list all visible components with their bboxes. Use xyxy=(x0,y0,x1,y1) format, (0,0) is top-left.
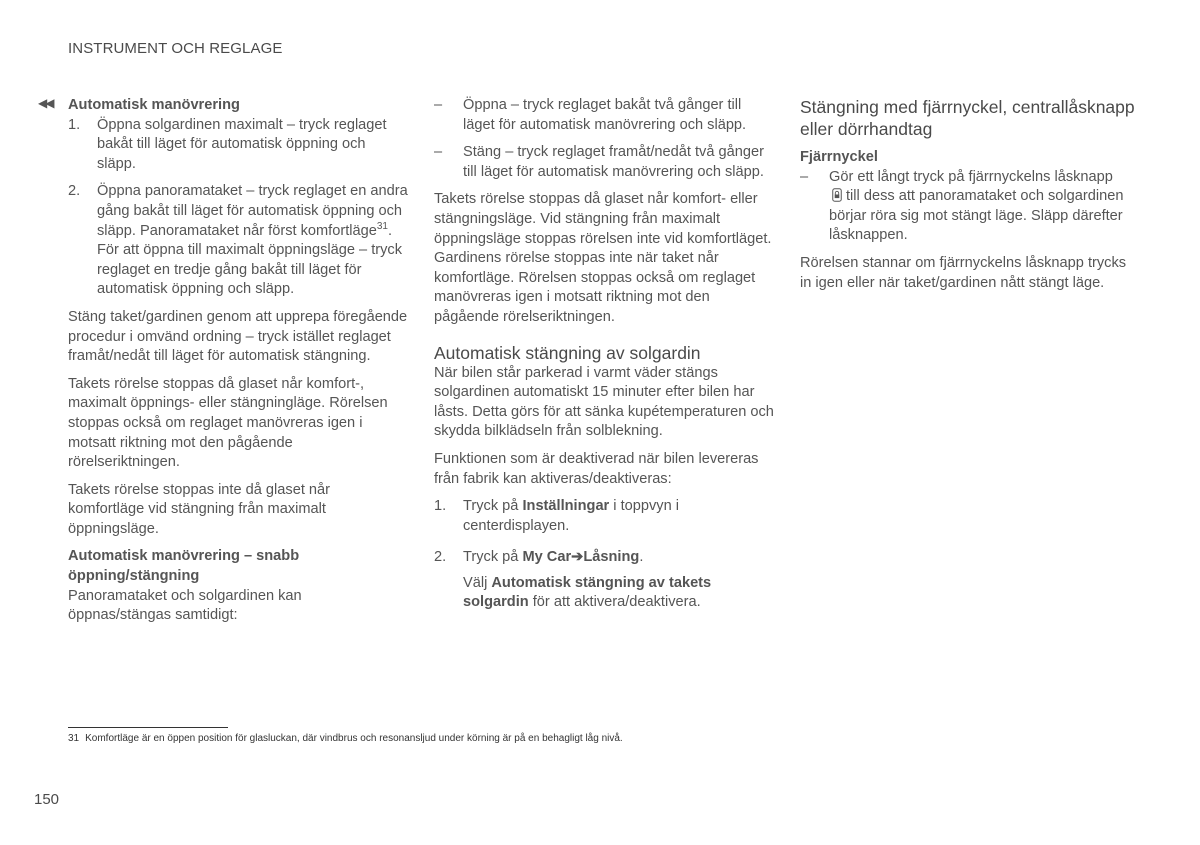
list-item xyxy=(68,116,408,175)
list-item-text xyxy=(829,168,1140,246)
list-item-text-part: Gör ett långt tryck på fjärrnyckelns låsknapp xyxy=(829,168,1113,185)
menu-locking: Låsning xyxy=(583,549,640,566)
footnote-divider xyxy=(68,727,228,728)
paragraph: Funktionen som är deaktiverad när bilen levereras från fabrik kan aktiveras/deaktiveras: xyxy=(434,450,759,487)
step-text-part: . xyxy=(639,549,644,566)
step-text xyxy=(97,182,408,300)
list-item xyxy=(434,143,774,182)
menu-settings: Inställningar xyxy=(522,498,610,515)
list-item-text: Stäng – tryck reglaget framåt/nedåt två gånger till läget för automatisk manövrering och släpp. xyxy=(463,144,764,180)
heading-automatic-operation: Automatisk manövrering xyxy=(68,97,240,113)
step-text-part: Tryck på xyxy=(463,498,523,515)
list-item xyxy=(68,182,408,300)
subheading-remote-key: Fjärrnyckel xyxy=(800,149,878,165)
paragraph: Takets rörelse stoppas då glaset når komfort-, maximalt öppnings- eller stängningläge. Rörelsen stoppas också om reglaget manövreras igen i motsatt riktning mot den pågående rörelseriktningen. xyxy=(68,375,388,471)
paragraph: Takets rörelse stoppas inte då glaset når komfortläge vid stängning från maximalt öppningsläge. xyxy=(68,481,331,537)
continued-from-previous-icon: ◀◀ xyxy=(38,96,53,110)
list-item-text-part: till dess att panoramataket och solgardinen börjar röra sig mot stängt läge. Släpp därefter låsknappen. xyxy=(829,188,1124,244)
column-middle xyxy=(434,96,774,613)
list-item xyxy=(434,497,774,536)
list-item xyxy=(800,168,1140,246)
paragraph: Panoramataket och solgardinen kan öppnas/stängas samtidigt: xyxy=(68,587,302,624)
section-header: INSTRUMENT OCH REGLAGE xyxy=(68,40,283,57)
step-sub-text xyxy=(434,574,774,613)
column-left xyxy=(68,96,408,634)
heading-quick-operation: Automatisk manövrering – snabb öppning/stängning xyxy=(68,548,300,585)
footnote-ref[interactable]: 31 xyxy=(376,220,388,232)
footnote-number: 31 xyxy=(68,733,80,744)
step-text-part: för att aktivera/deaktivera. xyxy=(528,594,701,611)
heading-closing-remote: Stängning med fjärrnyckel, centrallåsknapp eller dörrhandtag xyxy=(800,97,1135,139)
menu-auto-close-sunblind: Automatisk stängning av takets solgardin xyxy=(463,574,712,611)
step-text-part: . För att öppna till maximalt öppningsläge – tryck reglaget en tredje gång bakåt till läget för automatisk öppning och släpp. xyxy=(97,222,402,298)
step-text xyxy=(463,548,774,568)
step-number: 2. xyxy=(68,183,81,200)
list-item-text: Öppna – tryck reglaget bakåt två gånger till läget för automatisk manövrering och släpp. xyxy=(463,97,747,133)
lock-icon xyxy=(832,188,842,202)
paragraph: När bilen står parkerad i varmt väder stängs solgardinen automatiskt 15 minuter efter bilen har låsts. Detta görs för att sänka kupétemperaturen och skydda bilklädseln från solblekning. xyxy=(434,364,774,440)
step-text-part: Tryck på xyxy=(463,549,523,566)
dash-bullet: – xyxy=(434,97,443,113)
step-text-part: Öppna panoramataket – tryck reglaget en andra gång bakåt till läget för automatisk öppning och släpp. Panoramataket når först komfortläge xyxy=(97,183,408,239)
dash-bullet: – xyxy=(434,144,443,161)
column-right xyxy=(800,96,1140,301)
paragraph: Rörelsen stannar om fjärrnyckelns låsknapp trycks in igen eller när taket/gardinen nått stängt läge. xyxy=(800,254,1127,291)
step-text: Öppna solgardinen maximalt – tryck reglaget bakåt till läget för automatisk öppning och släpp. xyxy=(97,116,387,172)
step-text xyxy=(463,497,774,536)
paragraph: Stäng taket/gardinen genom att upprepa föregående procedur i omvänd ordning – tryck istället reglaget framåt/nedåt till läget för automatisk stängning. xyxy=(68,308,408,365)
page-number: 150 xyxy=(34,791,60,808)
step-number: 1. xyxy=(68,116,81,133)
step-number: 2. xyxy=(434,549,447,566)
dash-bullet: – xyxy=(800,168,809,185)
step-number: 1. xyxy=(434,498,447,515)
steps-list xyxy=(68,116,408,300)
heading-auto-close-sunblind: Automatisk stängning av solgardin xyxy=(434,342,701,363)
list-item xyxy=(434,548,774,568)
paragraph: Takets rörelse stoppas då glaset når komfort- eller stängningsläge. Vid stängning från maximalt öppningsläge stoppas rörelsen inte vid komfortläget. Gardinens rörelse stoppas inte när taket når komfortläge. Rörelsen stoppas också om reglaget manövreras igen i motsatt riktning mot den pågående rörelseriktningen. xyxy=(434,191,772,325)
step-text-part: i toppvyn i centerdisplayen. xyxy=(463,498,679,534)
menu-my-car: My Car xyxy=(522,549,572,566)
list-item xyxy=(434,96,774,135)
footnote-text: Komfortläge är en öppen position för glasluckan, där vindbrus och resonansljud under körning är på en behagligt låg nivå. xyxy=(85,733,623,744)
arrow-right-icon: ➔ xyxy=(571,549,584,566)
footnote xyxy=(68,733,623,744)
step-text-part: Välj xyxy=(463,574,492,591)
